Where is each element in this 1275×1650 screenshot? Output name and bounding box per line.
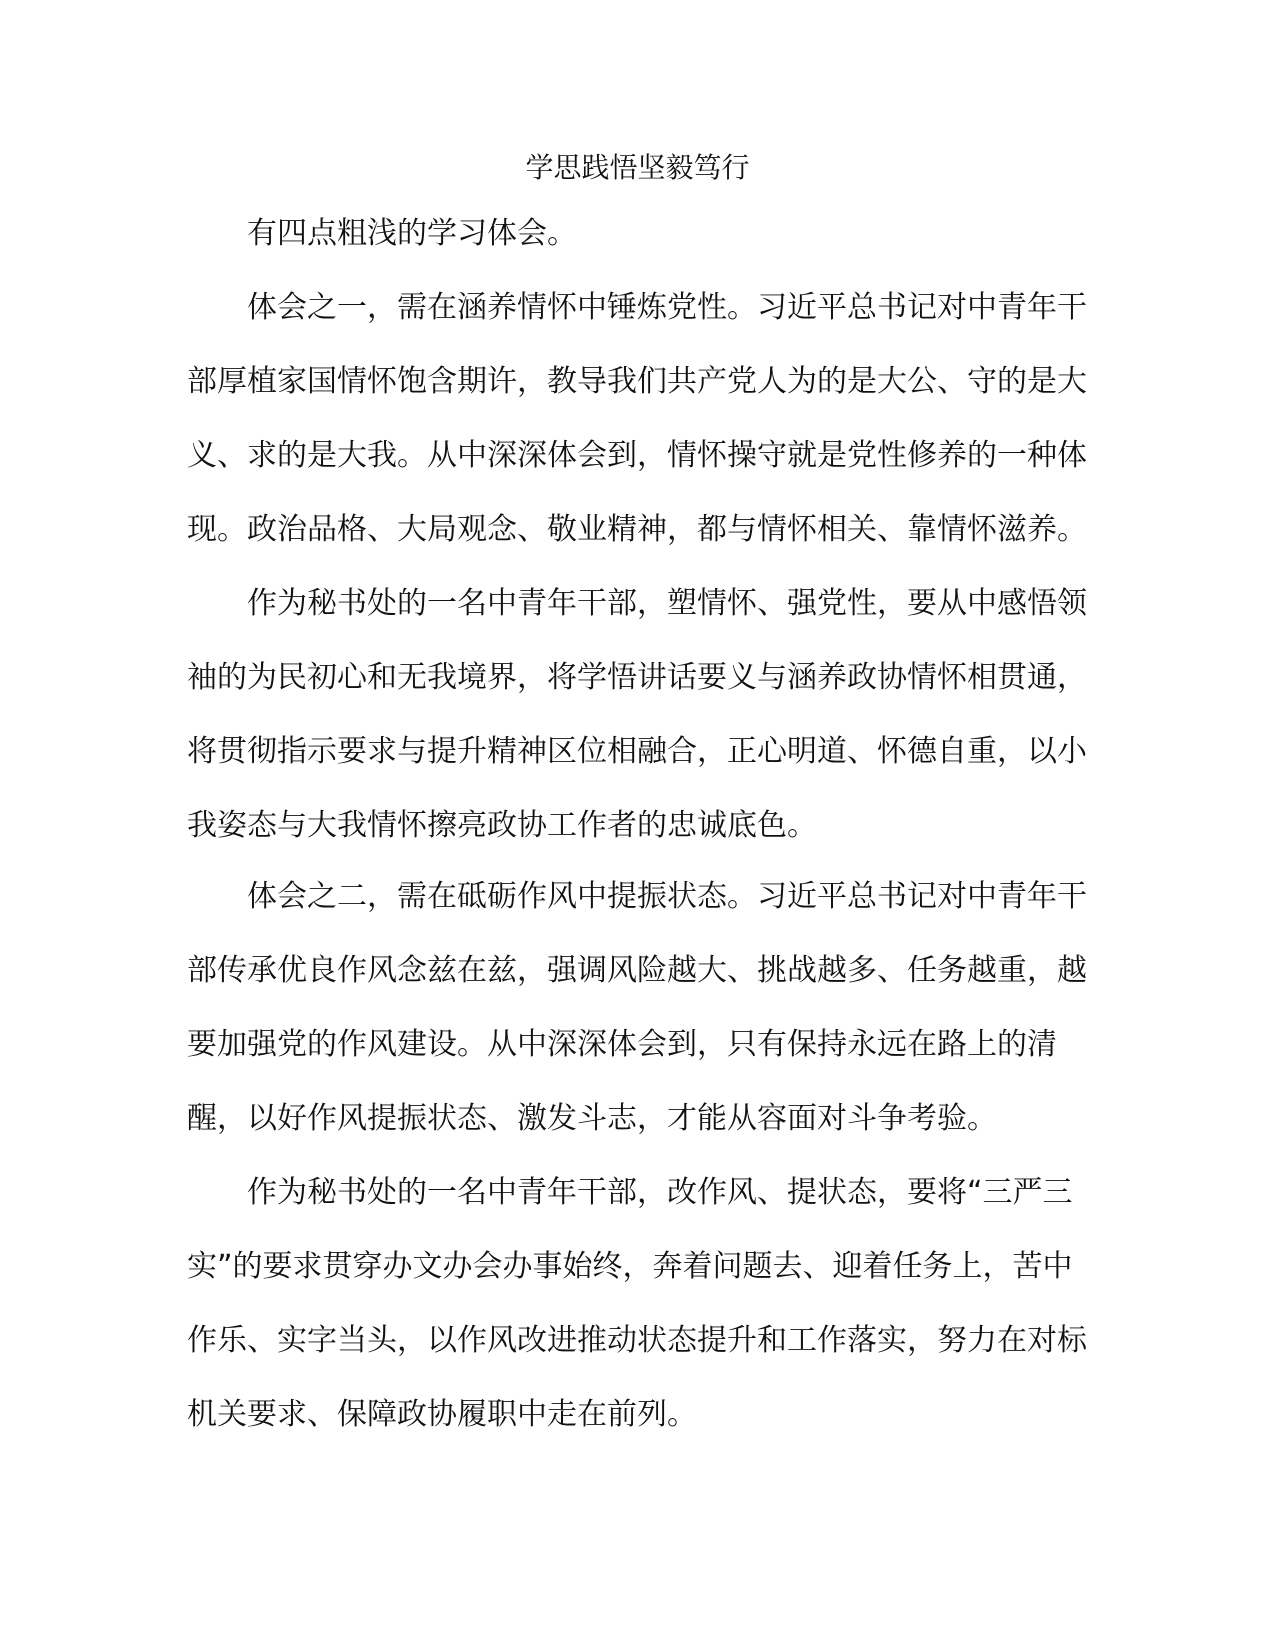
paragraph-line: 实”的要求贯穿办文办会办事始终，奔着问题去、迎着任务上，苦中 — [187, 1249, 1073, 1284]
paragraph-line: 义、求的是大我。从中深深体会到，情怀操守就是党性修养的一种体 — [187, 438, 1087, 473]
paragraph-line: 现。政治品格、大局观念、敬业精神，都与情怀相关、靠情怀滋养。 — [187, 512, 1087, 547]
paragraph-line: 将贯彻指示要求与提升精神区位相融合，正心明道、怀德自重，以小 — [187, 734, 1087, 769]
paragraph-line: 要加强党的作风建设。从中深深体会到，只有保持永远在路上的清 — [187, 1027, 1057, 1062]
paragraph-line: 我姿态与大我情怀擦亮政协工作者的忠诚底色。 — [187, 808, 817, 843]
paragraph-line: 体会之一，需在涵养情怀中锤炼党性。习近平总书记对中青年干 — [247, 290, 1087, 325]
document-title: 学思践悟坚毅笃行 — [525, 151, 750, 184]
paragraph-line: 作为秘书处的一名中青年干部，塑情怀、强党性，要从中感悟领 — [247, 586, 1087, 621]
paragraph-line: 作为秘书处的一名中青年干部，改作风、提状态，要将“三严三 — [247, 1175, 1073, 1210]
paragraph-line: 作乐、实字当头，以作风改进推动状态提升和工作落实，努力在对标 — [187, 1323, 1087, 1358]
paragraph-line: 部传承优良作风念兹在兹，强调风险越大、挑战越多、任务越重，越 — [187, 953, 1087, 988]
paragraph-line: 机关要求、保障政协履职中走在前列。 — [187, 1397, 697, 1432]
paragraph-line: 醒，以好作风提振状态、激发斗志，才能从容面对斗争考验。 — [187, 1101, 997, 1136]
paragraph-line: 有四点粗浅的学习体会。 — [247, 216, 577, 251]
paragraph-line: 袖的为民初心和无我境界，将学悟讲话要义与涵养政协情怀相贯通， — [187, 660, 1087, 695]
paragraph-line: 部厚植家国情怀饱含期许，教导我们共产党人为的是大公、守的是大 — [187, 364, 1087, 399]
paragraph-line: 体会之二，需在砥砺作风中提振状态。习近平总书记对中青年干 — [247, 879, 1087, 914]
